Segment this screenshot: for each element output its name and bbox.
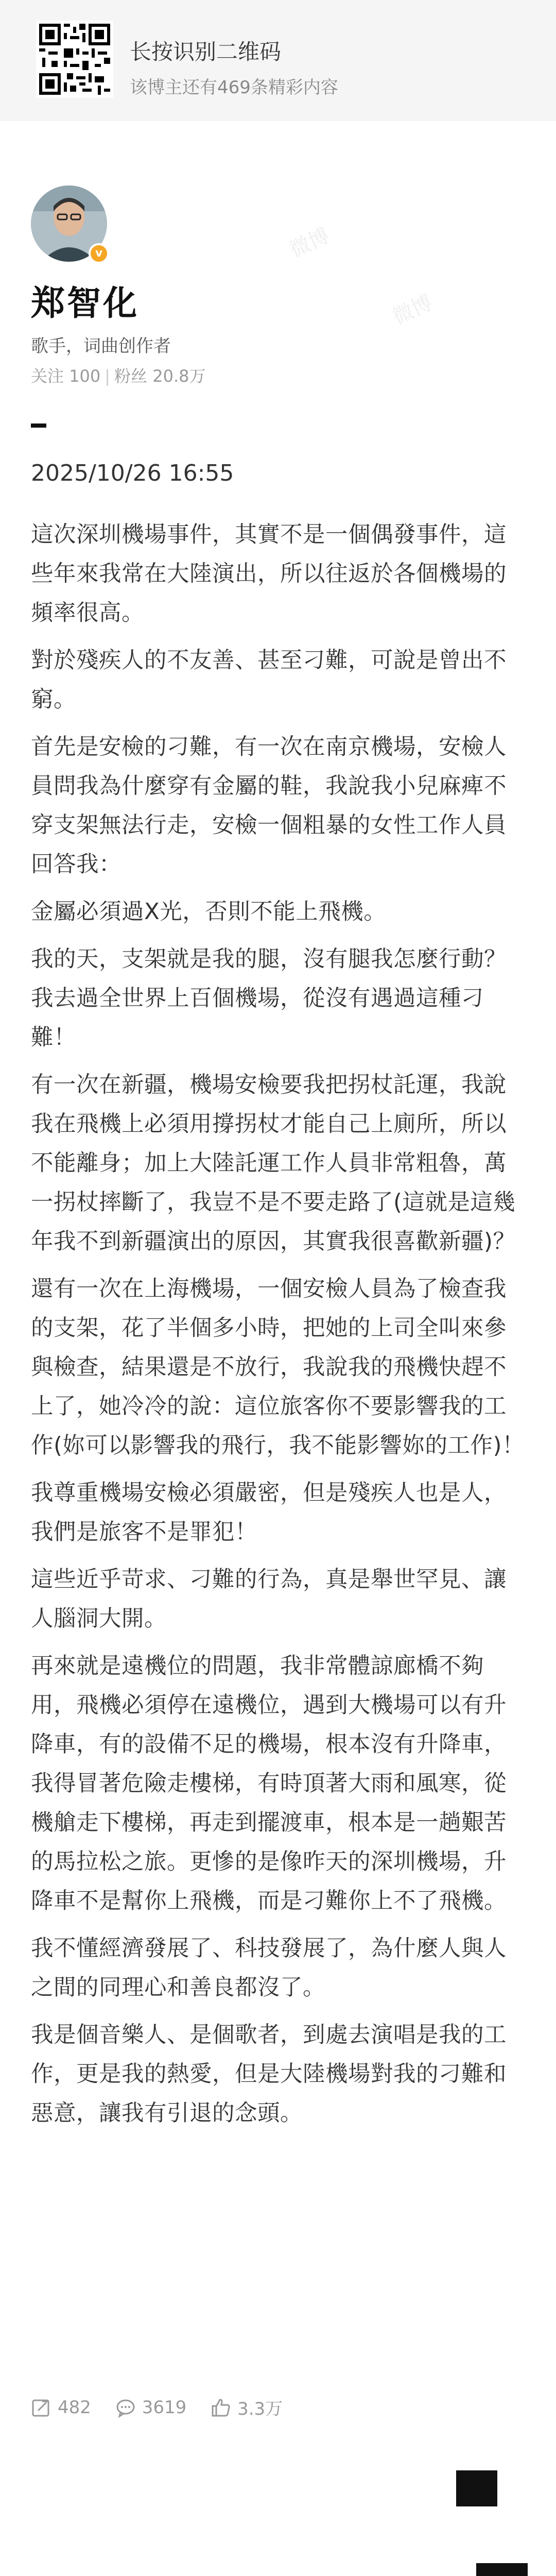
repost-button[interactable] bbox=[31, 2397, 91, 2418]
post-paragraph: 有一次在新疆，機場安檢要我把拐杖託運，我說我在飛機上必須用撐拐杖才能自己上廁所，所以不能離身；加上大陸託運工作人員非常粗魯，萬一拐杖摔斷了，我豈不是不要走路了(這就是這幾年我不到新疆演出的原因，其實我很喜歡新疆)？ bbox=[31, 1072, 516, 1255]
repost-count: 482 bbox=[58, 2397, 91, 2418]
dark-block bbox=[456, 2470, 497, 2506]
profile-role: 歌手，词曲创作者 bbox=[31, 336, 171, 357]
following-label: 关注 bbox=[31, 366, 64, 386]
like-count: 3.3万 bbox=[237, 2399, 283, 2419]
repost-icon bbox=[31, 2397, 51, 2418]
qr-code-icon bbox=[36, 21, 113, 98]
post-paragraph: 我不懂經濟發展了、科技發展了，為什麼人與人之間的同理心和善良都沒了。 bbox=[31, 1936, 507, 2001]
action-bar bbox=[31, 2395, 301, 2426]
post-paragraph: 對於殘疾人的不友善、甚至刁難，可說是曾出不窮。 bbox=[31, 648, 507, 713]
comment-icon bbox=[115, 2397, 136, 2418]
post-paragraph: 我是個音樂人、是個歌者，到處去演唱是我的工作，更是我的熱愛，但是大陸機場對我的刁難和惡意，讓我有引退的念頭。 bbox=[31, 2022, 507, 2126]
post-paragraph: 首先是安檢的刁難，有一次在南京機場，安檢人員問我為什麼穿有金屬的鞋，我說我小兒麻痺不穿支架無法行走，安檢一個粗暴的女性工作人員回答我： bbox=[31, 734, 507, 877]
post-paragraph: 金屬必須過X光，否則不能上飛機。 bbox=[31, 899, 387, 925]
post-paragraph: 我尊重機場安檢必須嚴密，但是殘疾人也是人，我們是旅客不是罪犯！ bbox=[31, 1480, 507, 1545]
post-paragraph: 我的天，支架就是我的腿，沒有腿我怎麼行動？我去過全世界上百個機場，從沒有遇過這種刁難！ bbox=[31, 946, 507, 1050]
verified-badge-icon: v bbox=[89, 243, 109, 264]
comment-button[interactable] bbox=[115, 2397, 187, 2418]
comment-count: 3619 bbox=[142, 2397, 187, 2418]
post-date: 2025/10/26 16:55 bbox=[31, 460, 234, 486]
qr-banner-subtitle: 该博主还有469条精彩内容 bbox=[130, 77, 338, 98]
divider bbox=[31, 423, 46, 428]
post-paragraph: 這些近乎苛求、刁難的行為，真是舉世罕見、讓人腦洞大開。 bbox=[31, 1567, 507, 1632]
like-icon bbox=[211, 2397, 231, 2418]
watermark: 微博 bbox=[389, 290, 437, 330]
qr-banner-title: 长按识别二维码 bbox=[130, 39, 282, 64]
post-paragraph: 還有一次在上海機場，一個安檢人員為了檢查我的支架，花了半個多小時，把她的上司全叫來參與檢查，結果還是不放行，我說我的飛機快趕不上了，她冷冷的說：這位旅客你不要影響我的工作(妳可以影響我的飛行，我不能影響妳的工作)！ bbox=[31, 1276, 525, 1459]
post-content bbox=[31, 515, 526, 2141]
post-paragraph: 再來就是遠機位的問題，我非常體諒廊橋不夠用，飛機必須停在遠機位，遇到大機場可以有升降車，有的設備不足的機場，根本沒有升降車，我得冒著危險走樓梯，有時頂著大雨和風寒，從機艙走下樓梯，再走到擺渡車，根本是一趟艱苦的馬拉松之旅。更慘的是像昨天的深圳機場，升降車不是幫你上飛機，而是刁難你上不了飛機。 bbox=[31, 1653, 507, 1914]
like-button[interactable] bbox=[211, 2395, 283, 2420]
followers-label: 粉丝 bbox=[114, 366, 148, 386]
followers-count[interactable]: 20.8万 bbox=[152, 366, 206, 386]
post-paragraph: 這次深圳機場事件，其實不是一個偶發事件，這些年來我常在大陸演出，所以往返於各個機場的頻率很高。 bbox=[31, 522, 507, 626]
profile-name[interactable]: 郑智化 bbox=[31, 283, 139, 323]
profile-stats: 关注 100 | 粉丝 20.8万 bbox=[31, 366, 206, 386]
qr-banner[interactable] bbox=[0, 0, 556, 121]
watermark: 微博 bbox=[286, 223, 334, 263]
dark-block bbox=[476, 2563, 528, 2576]
following-count[interactable]: 100 bbox=[69, 366, 101, 386]
